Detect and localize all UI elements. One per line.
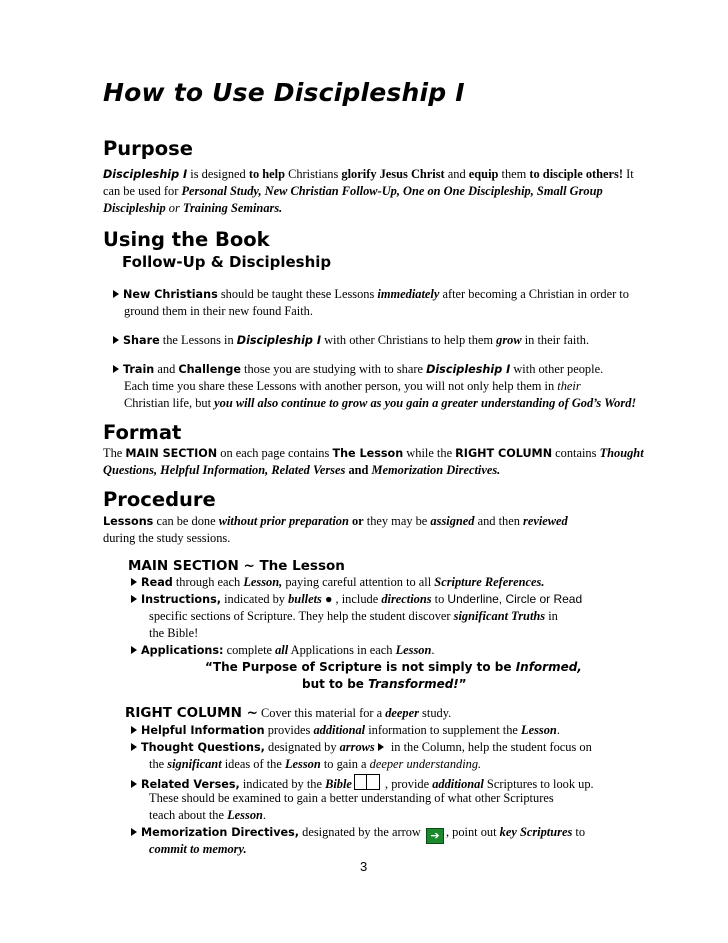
right-column-heading: RIGHT COLUMN ~ Cover this material for a deeper study. xyxy=(125,705,452,721)
procedure-line-2: during the study sessions. xyxy=(103,531,231,545)
right-thought: Thought Questions, designated by arrows in the Column, help the student focus on xyxy=(131,740,592,755)
right-thought-cont: the significant ideas of the Lesson to gain a deeper understanding. xyxy=(149,757,482,771)
main-instructions-cont-2: the Bible! xyxy=(149,626,199,640)
arrow-right-icon xyxy=(131,828,137,836)
format-line-2: Questions, Helpful Information, Related Verses and Memorization Directives. xyxy=(103,463,501,477)
main-read: Read through each Lesson, paying careful attention to all Scripture References. xyxy=(131,575,544,590)
arrow-right-icon xyxy=(131,743,137,751)
main-section-heading: MAIN SECTION ~ The Lesson xyxy=(128,558,345,574)
bullet-new-christians-cont: ground them in their new found Faith. xyxy=(124,304,313,318)
right-related: Related Verses, indicated by the Bible , provide additional Scriptures to look up. xyxy=(131,774,594,792)
procedure-heading: Procedure xyxy=(103,488,216,511)
arrow-right-icon xyxy=(131,780,137,788)
purpose-heading: Purpose xyxy=(103,137,193,160)
procedure-line-1: Lessons can be done without prior preparation or they may be assigned and then reviewed xyxy=(103,514,568,528)
format-heading: Format xyxy=(103,421,182,444)
arrow-right-icon xyxy=(131,578,137,586)
format-line-1: The MAIN SECTION on each page contains The Lesson while the RIGHT COLUMN contains Thought xyxy=(103,446,644,460)
bullet-new-christians: New Christians should be taught these Lessons immediately after becoming a Christian in order to xyxy=(113,287,629,302)
main-instructions: Instructions, indicated by bullets ● , include directions to Underline, Circle or Read xyxy=(131,592,582,607)
purpose-line-3: Discipleship or Training Seminars. xyxy=(103,201,283,215)
arrow-right-icon xyxy=(113,336,119,344)
arrow-right-icon xyxy=(131,646,137,654)
using-subheading: Follow-Up & Discipleship xyxy=(122,253,332,271)
purpose-line-2: can be used for Personal Study, New Christian Follow-Up, One on One Discipleship, Small Group xyxy=(103,184,603,198)
bullet-train: Train and Challenge those you are studying with to share Discipleship I with other people. xyxy=(113,362,603,377)
page-title: How to Use Discipleship I xyxy=(103,78,465,107)
quote-line-1: “The Purpose of Scripture is not simply to be Informed, xyxy=(205,660,582,674)
purpose-line-1: Discipleship I is designed to help Christians glorify Jesus Christ and equip them to disciple others! It xyxy=(103,167,634,181)
main-instructions-cont-1: specific sections of Scripture. They help the student discover significant Truths in xyxy=(149,609,558,623)
right-memorization: Memorization Directives, designated by the arrow ➔ , point out key Scriptures to xyxy=(131,825,585,844)
right-memorization-cont: commit to memory. xyxy=(149,842,247,856)
green-arrow-icon: ➔ xyxy=(426,828,444,844)
arrow-right-icon xyxy=(378,743,384,751)
right-related-cont-2: teach about the Lesson. xyxy=(149,808,267,822)
arrow-right-icon xyxy=(131,595,137,603)
bullet-share: Share the Lessons in Discipleship I with other Christians to help them grow in their faith. xyxy=(113,333,589,348)
quote-line-2: but to be Transformed!” xyxy=(302,677,467,691)
arrow-right-icon xyxy=(113,365,119,373)
page-number: 3 xyxy=(360,859,368,874)
using-heading: Using the Book xyxy=(103,228,270,251)
arrow-right-icon xyxy=(113,290,119,298)
arrow-right-icon xyxy=(131,726,137,734)
bible-icon xyxy=(354,774,380,790)
main-applications: Applications: complete all Applications in each Lesson. xyxy=(131,643,434,658)
right-related-cont-1: These should be examined to gain a better understanding of what other Scriptures xyxy=(149,791,554,805)
right-helpful: Helpful Information provides additional information to supplement the Lesson. xyxy=(131,723,560,738)
bullet-train-cont-1: Each time you share these Lessons with another person, you will not only help them in their xyxy=(124,379,581,393)
bullet-train-cont-2: Christian life, but you will also continue to grow as you gain a greater understanding of God’s Word! xyxy=(124,396,637,410)
